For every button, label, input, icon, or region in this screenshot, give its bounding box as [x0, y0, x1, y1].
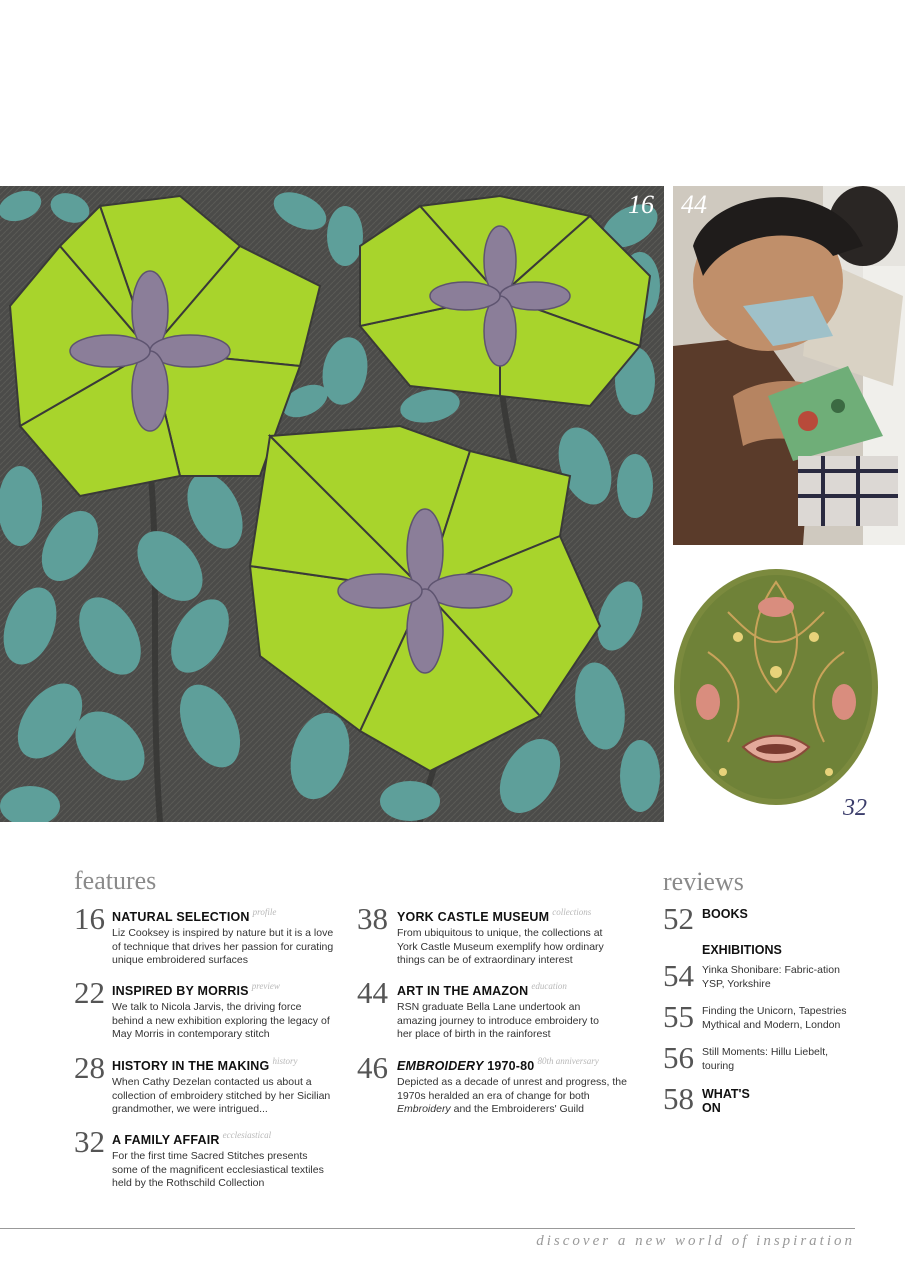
- feature-tag: history: [272, 1056, 298, 1066]
- review-page-number: 58: [663, 1081, 694, 1116]
- main-photo-page-number: 16: [628, 190, 654, 219]
- review-title: WHAT'S ON: [702, 1087, 750, 1115]
- feature-desc-italic: Embroidery: [397, 1103, 451, 1115]
- feature-tag: ecclesiastical: [222, 1130, 272, 1140]
- feature-page-number: 32: [74, 1124, 105, 1159]
- photo-embroidered-ornament: [668, 552, 883, 814]
- feature-title: [397, 1059, 534, 1073]
- footer-divider: [0, 1228, 855, 1229]
- boy-photo-page-number: 44: [681, 190, 707, 219]
- review-page-number: 56: [663, 1040, 694, 1075]
- feature-title: YORK CASTLE MUSEUM: [397, 910, 550, 924]
- feature-page-number: 16: [74, 901, 105, 936]
- feature-tag: collections: [552, 907, 592, 917]
- feature-title: NATURAL SELECTION: [112, 910, 250, 924]
- feature-page-number: 28: [74, 1050, 105, 1085]
- main-photo-embroidered-flowers: [0, 186, 664, 822]
- feature-description: From ubiquitous to unique, the collections at York Castle Museum exemplify how ordinary things can be of extraordinary interest: [397, 927, 604, 966]
- feature-tag: 80th anniversary: [537, 1056, 599, 1066]
- feature-description: We talk to Nicola Jarvis, the driving force behind a new exhibition exploring the legacy of May Morris in contemporary stitch: [112, 1001, 330, 1040]
- review-description: Yinka Shonibare: Fabric-ation YSP, Yorkshire: [702, 964, 840, 990]
- feature-description: When Cathy Dezelan contacted us about a collection of embroidery stitched by her Sicilian grandmother, we were intrigued...: [112, 1076, 331, 1115]
- ornament-page-number: 32: [843, 795, 867, 821]
- review-page-number: 55: [663, 999, 694, 1034]
- feature-title: INSPIRED BY MORRIS: [112, 984, 249, 998]
- feature-desc-pre: Depicted as a decade of unrest and progress, the 1970s heralded an era of change for both: [397, 1076, 627, 1102]
- exhibitions-heading: EXHIBITIONS: [702, 943, 782, 957]
- footer-tagline: discover a new world of inspiration: [536, 1233, 855, 1249]
- feature-description: [397, 1076, 627, 1117]
- review-title: BOOKS: [702, 907, 748, 921]
- feature-title-rest: 1970-80: [483, 1059, 535, 1073]
- feature-page-number: 38: [357, 901, 388, 936]
- feature-title: ART IN THE AMAZON: [397, 984, 529, 998]
- features-heading: features: [74, 866, 157, 895]
- feature-tag: preview: [251, 981, 280, 991]
- review-description: Still Moments: Hillu Liebelt, touring: [702, 1046, 829, 1072]
- feature-description: RSN graduate Bella Lane undertook an amazing journey to introduce embroidery to her place of birth in the rainforest: [397, 1001, 599, 1040]
- feature-page-number: 46: [357, 1050, 388, 1085]
- photo-boy-embroidering: [673, 186, 905, 545]
- feature-tag: profile: [252, 907, 277, 917]
- feature-title-italic: EMBROIDERY: [397, 1059, 484, 1073]
- review-page-number: 54: [663, 958, 694, 993]
- feature-tag: education: [531, 981, 567, 991]
- feature-desc-post: and the Embroiderers' Guild: [450, 1103, 585, 1115]
- feature-description: For the first time Sacred Stitches presents some of the magnificent ecclesiastical textiles held by the Rothschild Collection: [112, 1150, 324, 1189]
- feature-page-number: 44: [357, 975, 388, 1010]
- review-page-number: 52: [663, 901, 694, 936]
- review-description: Finding the Unicorn, Tapestries Mythical and Modern, London: [702, 1005, 847, 1031]
- feature-title: A FAMILY AFFAIR: [112, 1133, 220, 1147]
- feature-description: Liz Cooksey is inspired by nature but it is a love of technique that drives her passion for curating unique embroidered surfaces: [112, 927, 334, 966]
- reviews-heading: reviews: [663, 867, 744, 896]
- feature-title: HISTORY IN THE MAKING: [112, 1059, 270, 1073]
- feature-page-number: 22: [74, 975, 105, 1010]
